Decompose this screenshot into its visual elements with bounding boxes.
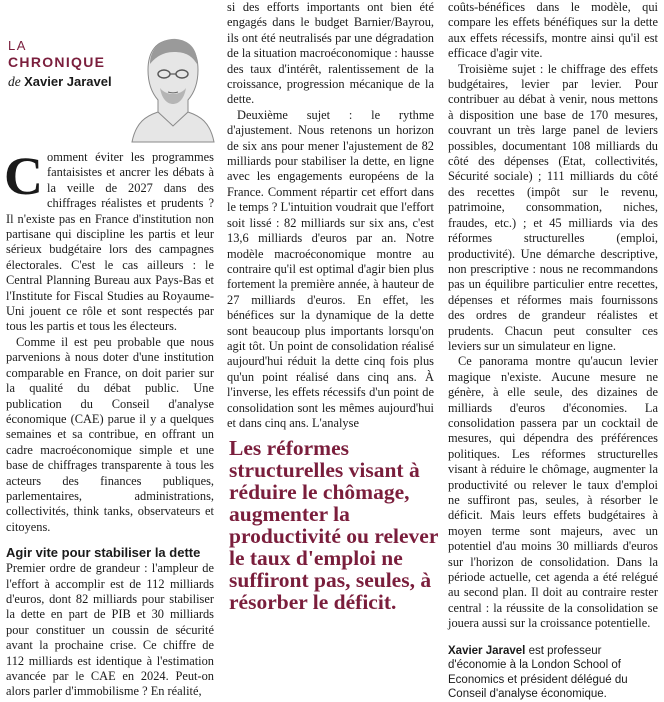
paragraph: Troisième sujet : le chiffrage des effets budgétaires, levier par levier. Pour contribuer au débat à venir, nous mettons à disposition une base de 170 mesures, couvrant un très large panel de leviers possibles, documentant 108 milliards du côté des dépenses (Etat, collectivités, Sécurité sociale) ; 111 milliards du côté des recettes (impôt sur le revenu, patrimoine, consommation, niches, fraudes, etc.) ; et 45 milliards via des réformes structurelles (emploi, productivité). Une démarche descriptive, non prescriptive : nous ne recommandons pas un équilibre particulier entre recettes, dépenses et réformes mais fournissons des ordres de grandeur réalistes et prudents. Chacun peut consulter ces leviers sur un simulateur en ligne. [448,61,658,353]
lead-paragraph: Comment éviter les programmes fantaisistes et ancrer les débats à la veille de 2027 dans des chiffrages réalistes et prudents ? Il n'existe pas en France d'institution non partisane qui discipline les partis et leur sérieux budgétaire lors des campagnes électorales. C'est le cas ailleurs : le Central Planning Bureau aux Pays-Bas et l'Institute for Fiscal Studies au Royaume-Uni jouent ce rôle et sont respectés par tous les partis et tous les électeurs. [4,146,214,334]
paragraph: Comme il est peu probable que nous parvenions à nous doter d'une institution comparable en France, on doit parier sur la qualité du débat public. Une publication du Conseil d'analyse économique (CAE) parue il y a quelques semaines et sa contribue, en offrant un cadre macroéconomique simple et une base de chiffrages transparente à tous les acteurs des finances publiques, parlementaires, administrations, collectivités, think tanks, observateurs et citoyens. [6,334,214,534]
paragraph: Premier ordre de grandeur : l'ampleur de l'effort à accomplir est de 112 milliards d'euros, dont 82 milliards pour stabiliser la dette en part de PIB et 30 milliards pour constituer un coussin de sécurité avant la prochaine crise. Ce chiffre de 112 milliards est identique à l'estimation avancée par le CAE en 2024. Peut-on alors parler d'immobilisme ? En réalité, [6,561,214,699]
kicker-la: LA [8,38,27,53]
paragraph: Deuxième sujet : le rythme d'ajustement. Nous retenons un horizon de six ans pour mener l'ajustement de 82 milliards pour stabiliser la dette, en ligne avec les engagements européens de la France. Comment répartir cet effort dans le temps ? L'intuition voudrait que l'effort soit lissé : 82 milliards sur six ans, c'est 13,6 milliards d'euros par an. Notre modèle macroéconomique montre au contraire qu'il est optimal d'agir bien plus fortement la première année, à hauteur de 27 milliards d'euros. En effet, les bénéfices sur la dynamique de la dette sont beaucoup plus importants lorsqu'on agit tôt. Un point de consolidation réalisé aujourd'hui réduit la dette cinq fois plus qu'un point réalisé dans cinq ans. À l'inverse, les effets récessifs d'un point de consolidation sont les mêmes aujourd'hui et dans cinq ans. L'analyse [227,107,434,430]
kicker-chronique: CHRONIQUE [8,54,106,70]
author-bio [448,644,658,702]
column-3 [448,0,658,701]
paragraph: coûts-bénéfices dans le modèle, qui compare les effets bénéfiques sur la dette aux effets récessifs, montre ainsi qu'il est efficace d'agir vite. [448,0,658,61]
pull-quote: Les réformes structurelles visant à réduire le chômage, augmenter la productivité ou relever le taux d'emploi ne suffiront pas, seules, à résorber le déficit. [229,436,438,614]
paragraph: Ce panorama montre qu'aucun levier magique n'existe. Aucune mesure ne génère, à elle seule, des dizaines de milliards d'euros d'économies. La consolidation passera par un cocktail de mesures, qui dépendra des préférences politiques. Les réformes structurelles visant à réduire le chômage, augmenter la productivité ou relever le taux d'emploi ne suffiront pas, seules, à résorber le déficit. Mais leurs effets budgétaires à moyen terme sont majeurs, avec un potentiel d'au moins 30 milliards d'euros sur l'horizon de consolidation. Dans la période actuelle, cet agenda a été relégué au second plan. Il doit au contraire rester central : la réussite de la consolidation se jouera aussi sur la croissance potentielle. [448,354,658,631]
byline-name: Xavier Jaravel [24,74,112,89]
bio-name: Xavier Jaravel [448,644,526,657]
drop-cap: C [4,146,43,206]
paragraph: si des efforts importants ont bien été engagés dans le budget Barnier/Bayrou, ils ont été neutralisés par une dégradation de la situation macroéconomique : hausse des taux d'intérêt, ralentissement de la croissance, progression mécanique de la dette. [227,0,434,107]
column-header [6,36,216,146]
bio-text: est professeur d'économie à la London School of Economics et président délégué du Conseil d'analyse économique. [448,644,628,701]
column-2 [227,0,434,430]
byline-de: de [8,74,21,89]
byline [8,74,112,90]
subheading: Agir vite pour stabiliser la dette [6,545,201,561]
author-portrait-icon [128,30,218,142]
